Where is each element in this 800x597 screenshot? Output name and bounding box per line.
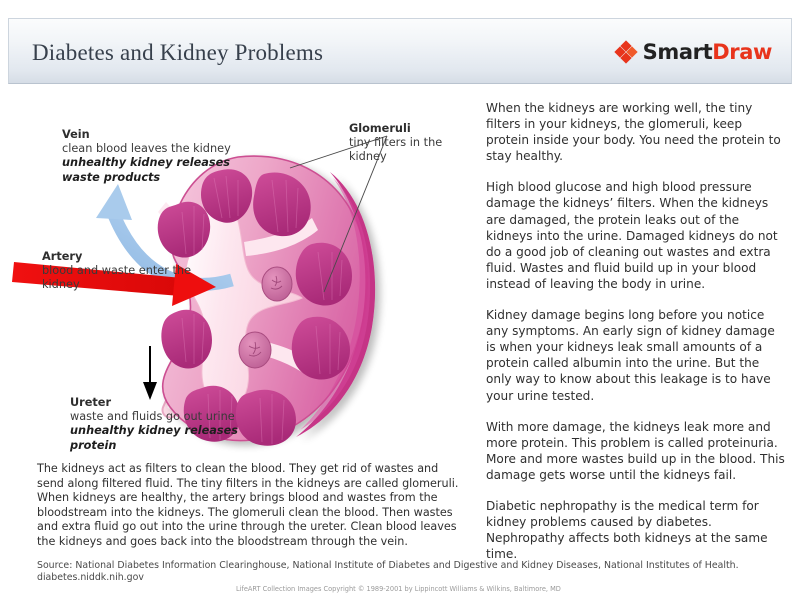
- logo-text-smart: Smart: [642, 40, 713, 64]
- callout-artery-title: Artery: [42, 250, 83, 263]
- callout-vein: [62, 128, 232, 185]
- callout-glomeruli: [349, 122, 469, 165]
- smartdraw-diamond-icon: [616, 42, 636, 62]
- right-paragraph-1: When the kidneys are working well, the tiny filters in your kidneys, the glomeruli, keep protein inside your body. You need the protein to stay healthy.: [486, 101, 781, 164]
- callout-ureter: [70, 396, 250, 453]
- footer-source: Source: National Diabetes Information Clearinghouse, National Institute of Diabetes and Digestive and Kidney Diseases, National Institutes of Health. diabetes.niddk.nih.gov: [37, 560, 739, 584]
- callout-ureter-plain: waste and fluids go out urine: [70, 410, 235, 424]
- left-body-paragraph: The kidneys act as filters to clean the blood. They get rid of wastes and send along filtered fluid. The tiny filters in the kidneys are called glomeruli. When kidneys are healthy, the artery brings blood and wastes from the bloodstream into the kidneys. The glomeruli clean the blood. Then wastes and extra fluid go out into the urine through the ureter. Clean blood leaves the kidneys and goes back into the bloodstream through the vein.: [37, 462, 459, 548]
- right-paragraph-5: Diabetic nephropathy is the medical term for kidney problems caused by diabetes. Nephropathy affects both kidneys at the same time.: [486, 498, 768, 562]
- right-paragraph-2: High blood glucose and high blood pressure damage the kidneys’ filters. When the kidneys are damaged, the protein leaks out of the kidneys into the urine. Damaged kidneys do not do a good job of cleaning out wastes and extra fluid. Wastes and fluid build up in your blood instead of leaving the body in urine.: [486, 180, 778, 291]
- logo-text-draw: Draw: [712, 40, 772, 64]
- right-paragraph-4: With more damage, the kidneys leak more and more protein. This problem is called proteinuria. More and more wastes build up in the blood. This damage gets worse until the kidneys fail.: [486, 419, 785, 482]
- urine-arrow: [143, 346, 157, 400]
- smartdraw-logo[interactable]: [616, 40, 772, 64]
- callout-glomeruli-plain: tiny filters in the kidney: [349, 136, 443, 164]
- callout-vein-emphasis: unhealthy kidney releases waste products: [62, 156, 230, 184]
- callout-glomeruli-title: Glomeruli: [349, 122, 411, 135]
- callout-vein-title: Vein: [62, 128, 90, 141]
- footer-copyright-credit: LifeART Collection Images Copyright © 1989-2001 by Lippincott Williams & Wilkins, Baltimore, MD: [236, 585, 561, 593]
- callout-artery-plain: blood and waste enter the kidney: [42, 264, 192, 292]
- callout-ureter-title: Ureter: [70, 396, 112, 409]
- page-title: Diabetes and Kidney Problems: [32, 40, 324, 65]
- right-column-text: [486, 100, 786, 562]
- callout-ureter-emphasis: unhealthy kidney releases protein: [70, 424, 238, 452]
- callout-artery: [42, 250, 192, 293]
- callout-vein-plain: clean blood leaves the kidney: [62, 142, 231, 156]
- right-paragraph-3: Kidney damage begins long before you notice any symptoms. An early sign of kidney damage is when your kidneys leak small amounts of a protein called albumin into the urine. But the only way to know about this leakage is to have your urine tested.: [486, 308, 775, 403]
